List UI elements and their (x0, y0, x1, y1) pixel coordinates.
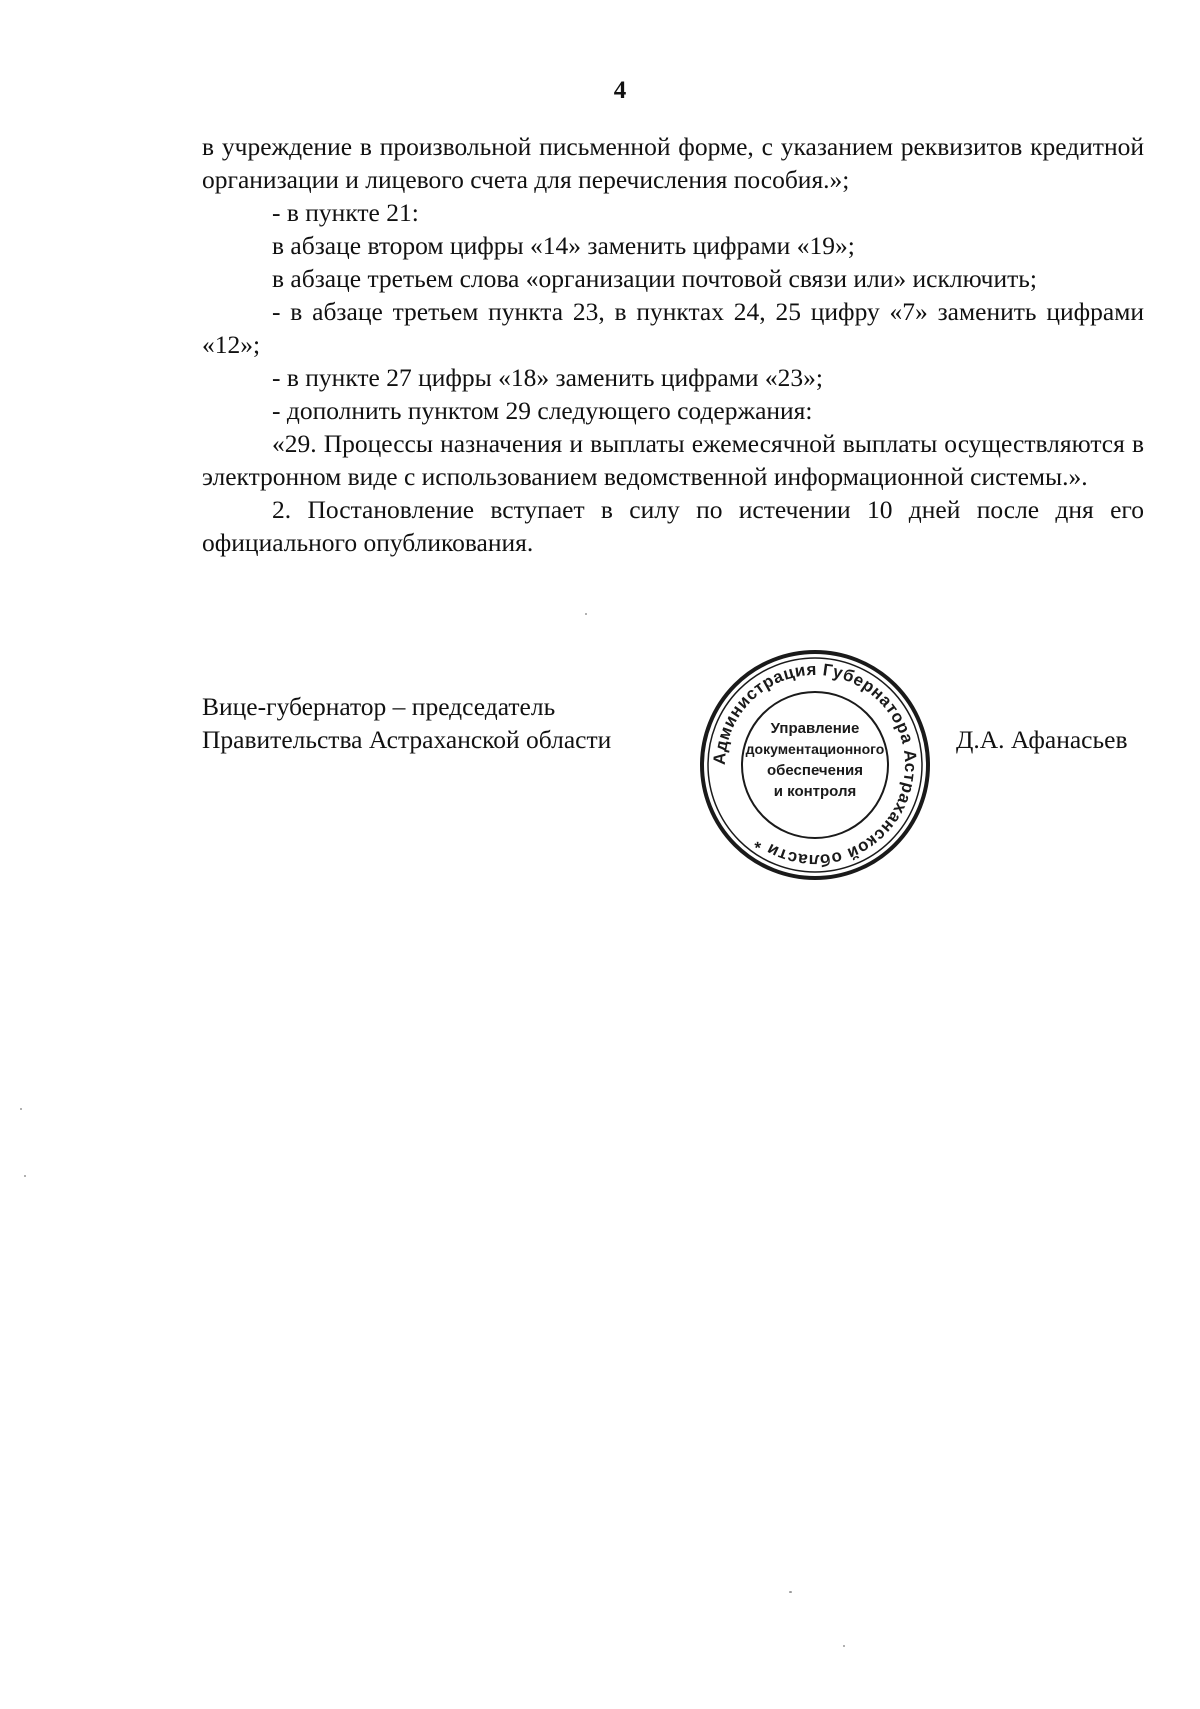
seal-inner-line3: обеспечения (766, 762, 864, 779)
signatory-position-line1: Вице-губернатор – председатель (202, 692, 556, 721)
paragraph-second-abzac: в абзаце втором цифры «14» заменить цифрами «19»; (272, 231, 855, 260)
paragraph-item-27: - в пункте 27 цифры «18» заменить цифрами «23»; (272, 363, 823, 392)
seal-outer-text-path: Администрация Губернатора Астраханской области * (709, 659, 921, 871)
paragraph-add-item-29: - дополнить пунктом 29 следующего содержания: (272, 396, 813, 425)
document-body (202, 130, 1144, 559)
signatory-position-line2: Правительства Астраханской области (202, 725, 612, 754)
paragraph-continuation: в учреждение в произвольной письменной форме, с указанием реквизитов кредитной организации и лицевого счета для перечисления пособия.»; (202, 132, 1144, 194)
paragraph-item-21: - в пункте 21: (272, 198, 419, 227)
scan-speck (789, 1591, 792, 1593)
paragraph-third-abzac: в абзаце третьем слова «организации почтовой связи или» исключить; (272, 264, 1038, 293)
paragraph-item-29-text: «29. Процессы назначения и выплаты ежемесячной выплаты осуществляются в электронном виде с использованием ведомственной информационной системы.». (202, 429, 1144, 491)
signatory-name: Д.А. Афанасьев (956, 725, 1128, 754)
paragraph-items-23-25: - в абзаце третьем пункта 23, в пунктах 24, 25 цифру «7» заменить цифрами «12»; (202, 297, 1144, 359)
signatory-position (202, 690, 682, 756)
official-seal-stamp (698, 648, 932, 882)
seal-inner-line2: документационного (745, 741, 885, 757)
scan-speck (585, 613, 587, 615)
page-number: 4 (613, 77, 627, 104)
scan-speck (20, 1108, 22, 1110)
seal-graphic (698, 648, 932, 882)
seal-inner-line4: и контроля (773, 783, 857, 800)
scan-speck (843, 1645, 845, 1647)
paragraph-effective-date: 2. Постановление вступает в силу по истечении 10 дней после дня его официального опубликования. (202, 495, 1144, 557)
scan-speck (24, 1175, 26, 1177)
seal-inner-line1: Управление (770, 720, 860, 737)
